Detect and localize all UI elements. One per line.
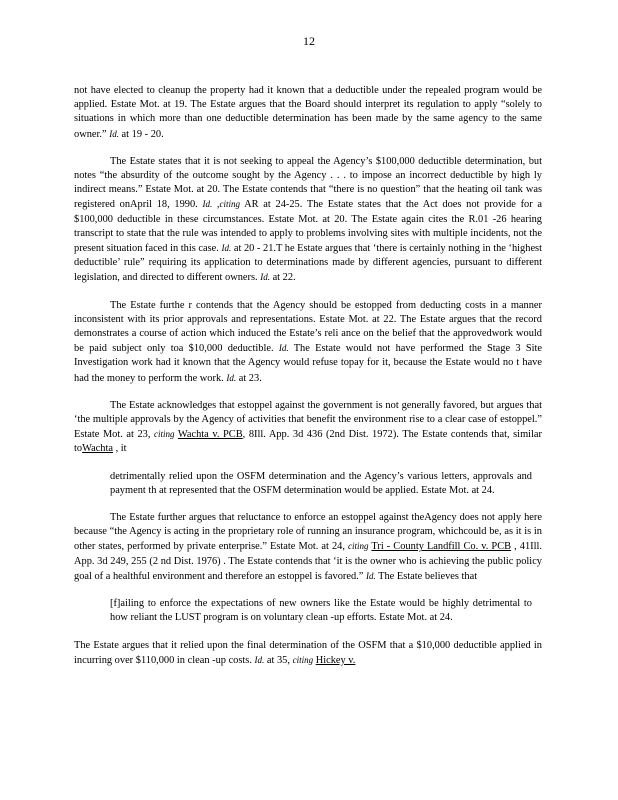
signal-word: citing — [219, 199, 241, 210]
signal-word: Id. — [278, 343, 289, 354]
case-citation: Wachta — [82, 443, 113, 455]
signal-word: citing — [154, 429, 175, 440]
signal-word: Id. — [226, 372, 237, 383]
block-quote — [110, 597, 532, 625]
signal-word: Id. — [365, 570, 376, 581]
text-run: AR at 24-25. The Estate states that the Act does not provide for a $100,000 deductible in these circumstances. Estate Mot. at 20. The Estate again cites the R.01 -26 hearing transcript to state that the rule was intended to apply to problems involving sites with multiple incidents, not the present situation faced in this case. — [74, 199, 543, 255]
case-citation: Tri - County Landfill Co. v. PCB — [371, 541, 512, 553]
text-run: [f]ailing to enforce the expectations of new owners like the Estate would be highly detrimental to how reliant the LUST program is on voluntary clean -up efforts. Estate Mot. at 24. — [110, 598, 532, 624]
block-quote — [110, 470, 532, 498]
text-run: The Estate states that it is not seeking to appeal the Agency’s $100,000 deductible determination, but notes “the absurdity of the outcome sought by the Agency . . . to impose an incorrect deductible by high ly indirect means.” Estate Mot. at 20. The Estate contends that “there is no question” that the heating oil tank was registered onApril 18, 1990. — [74, 155, 542, 211]
signal-word: Id. — [109, 128, 119, 139]
text-run: The Estate furthe r contends that the Agency should be estopped from deducting costs in a manner inconsistent with its prior approvals and representations. Estate Mot. at 22. The Estate argues that the record demonstrates a course of action which induced the Estate’s reli ance on the belief that the approvedwork would be paid subject only toa $10,000 deductible. — [74, 299, 542, 355]
text-run: The Estate argues that it relied upon the final determination of the OSFM that a $10,000 deductible applied in incurring over $110,000 in clean -up costs. — [74, 639, 542, 666]
text-run: , — [212, 199, 220, 211]
text-run: , 8Ill. App. 3d 436 (2nd Dist. 1972). The Estate contends that, similar to — [74, 429, 542, 455]
text-run: The Estate further argues that reluctance to enforce an estoppel against theAgency does not apply here because “the Agency is acting in the proprietary role of running an insurance program, whichcould be, as it is in other states, performed by private enterprise.” Estate Mot. at 24, — [74, 512, 542, 553]
document-body — [74, 84, 542, 681]
text-run: The Estate would not have performed the Stage 3 Site Investigation work had it known that the Agency would refuse topay for it, because the Estate would no t have had the money to perform the work. — [74, 343, 542, 384]
paragraph — [74, 639, 542, 668]
signal-word: citing — [292, 654, 314, 665]
signal-word: Id. — [254, 654, 265, 665]
signal-word: Id. — [221, 243, 232, 254]
paragraph — [74, 399, 542, 457]
text-run: at 20 - 21.T he Estate argues that ‘there is certainly nothing in the ‘highest deductible’ rule” requiring its application to determinations made by different agencies, pursuant to different legislation, and directed to different owners. — [74, 243, 542, 284]
paragraph — [74, 84, 542, 142]
page-number: 12 — [303, 34, 315, 48]
text-run: at 23. — [236, 372, 262, 384]
text-run: The Estate believes that — [375, 570, 478, 582]
text-run: detrimentally relied upon the OSFM determination and the Agency’s various letters, approvals and payment th at represented that the OSFM determination would be applied. Estate Mot. at 24. — [110, 470, 532, 496]
text-run: at 22. — [269, 272, 296, 284]
case-citation: Hickey v. — [315, 654, 356, 666]
paragraph — [74, 155, 542, 286]
text-run: not have elected to cleanup the property had it known that a deductible under the repealed program would be applied. Estate Mot. at 19. The Estate argues that the Board should interpret its regulation to apply “solely to situations in which more than one deductible determination has been made by the same agency to the same owner.” — [74, 85, 542, 140]
signal-word: citing — [348, 541, 369, 552]
paragraph — [74, 299, 542, 386]
text-run: , it — [113, 443, 127, 455]
text-run: , 41Ill. App. 3d 249, 255 (2 nd Dist. 1976) . The Estate contends that ‘it is the owner who is achieving the public policy goal of a healthful environment and therefore an estoppel is favored.” — [74, 541, 542, 582]
signal-word: Id. — [202, 199, 213, 210]
case-citation: Wachta v. PCB — [177, 429, 243, 441]
paragraph — [74, 511, 542, 584]
text-run: at 35, — [264, 654, 293, 666]
signal-word: Id. — [260, 272, 270, 283]
text-run: The Estate acknowledges that estoppel against the government is not generally favored, but argues that ‘the multiple approvals by the Agency of activities that benefit the environment rise to a clear case of estoppel.” Estate Mot. at 23, — [74, 399, 542, 441]
text-run: at 19 - 20. — [118, 128, 164, 140]
